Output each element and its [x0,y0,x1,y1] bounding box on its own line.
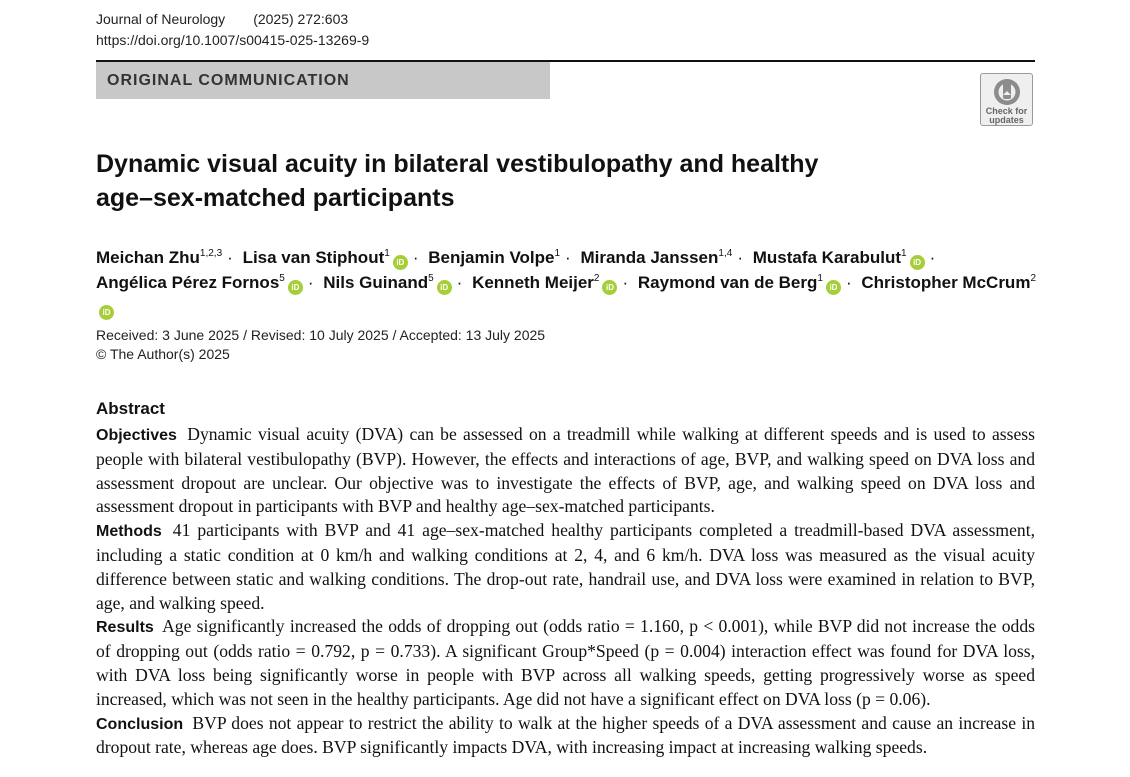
orcid-icon[interactable]: iD [602,280,617,295]
author[interactable] [428,248,560,267]
author-name: Meichan Zhu [96,248,200,267]
orcid-icon[interactable]: iD [288,280,303,295]
orcid-icon[interactable]: iD [910,255,925,270]
copyright: © The Author(s) 2025 [96,346,230,362]
author[interactable] [96,273,303,292]
author[interactable] [96,248,222,267]
author-affiliation: 1,2,3 [199,248,223,259]
author-name: Christopher McCrum [861,273,1031,292]
author-name: Raymond van de Berg [637,273,818,292]
conclusion-label: Conclusion [96,715,184,733]
check-for-updates-badge[interactable] [980,73,1033,126]
author-separator: · [456,273,463,292]
author-affiliation: 5 [428,273,434,284]
title-line2: age–sex-matched participants [96,184,455,212]
author-affiliation: 1 [384,248,390,259]
author-name: Angélica Pérez Fornos [96,273,280,292]
author-name: Lisa van Stiphout [242,248,385,267]
author[interactable] [580,248,732,267]
author-name: Nils Guinand [323,273,429,292]
author-name: Benjamin Volpe [428,248,555,267]
author-separator: · [307,273,314,292]
author-separator: · [845,273,852,292]
author-separator: · [929,248,936,267]
orcid-icon[interactable]: iD [99,305,114,320]
objectives-text: Dynamic visual acuity (DVA) can be assessed on a treadmill while walking at different speeds and is used to assess people with bilateral vestibulopathy (BVP). However, the effects and interactions of age, BVP, and walking speed on DVA loss and assessment dropout are unclear. Our objective was to investigate the effects of BVP, age, and walking speed on DVA loss and assessment dropout in participants with BVP and healthy age–sex-matched participants. [96,424,1035,517]
author-separator: · [227,248,233,267]
crossmark-icon [992,77,1022,107]
abstract-results [96,615,1035,711]
author-name: Kenneth Meijer [472,273,594,292]
abstract-body [96,423,1035,760]
results-label: Results [96,619,154,637]
author-separator: · [737,248,743,267]
badge-line2: updates [989,115,1024,125]
journal-name: Journal of Neurology [96,11,226,27]
publication-dates [96,326,545,364]
author-name: Mustafa Karabulut [752,248,902,267]
conclusion-text: BVP does not appear to restrict the ability to walk at the higher speeds of a DVA assessment and cause an increase in dropout rate, whereas age does. BVP significantly impacts DVA, with increasing impact at increasing walking speeds. [96,712,1035,758]
author[interactable] [638,273,841,292]
author-affiliation: 2 [593,273,600,284]
orcid-icon[interactable]: iD [826,280,841,295]
objectives-label: Objectives [96,427,177,444]
journal-volume: (2025) 272:603 [253,11,349,27]
author-separator: · [412,248,419,267]
abstract-heading: Abstract [96,399,165,418]
section-label-bar [96,62,550,99]
title-line1: Dynamic visual acuity in bilateral vestibulopathy and healthy [96,150,819,178]
methods-text: 41 participants with BVP and 41 age–sex-matched healthy participants completed a treadmill-based DVA assessment, including a static condition at 0 km/h and walking conditions at 2, 4, and 6 km/h. DVA loss was measured as the visual acuity difference between static and walking conditions. The drop-out rate, handrail use, and DVA loss were examined in relation to BVP, age, and walking speed. [96,520,1035,613]
author[interactable] [243,248,408,267]
badge-line1: Check for [985,106,1028,116]
author-list [96,245,1046,320]
results-text: Age significantly increased the odds of dropping out (odds ratio = 1.160, p < 0.001), while BVP did not increase the odds of dropping out (odds ratio = 0.792, p = 0.733). A significant Group*Speed (p = 0.004) interaction effect was found for DVA loss, with DVA loss being significantly worse in people with BVP across all walking speeds, getting progressively worse as speed increased, which was not seen in the healthy participants. Age did not have a significant effect on DVA loss (p = 0.06). [96,616,1035,709]
author-affiliation: 1 [554,248,561,259]
abstract-methods [96,519,1035,615]
journal-header [96,9,369,51]
author[interactable] [472,273,617,292]
abstract-conclusion [96,712,1035,761]
section-label: ORIGINAL COMMUNICATION [107,72,350,89]
author-affiliation: 5 [279,273,285,284]
author-affiliation: 1,4 [718,248,733,259]
doi-link[interactable]: https://doi.org/10.1007/s00415-025-13269-9 [96,32,370,48]
journal-citation [96,9,369,30]
author-separator: · [622,273,629,292]
article-title [96,147,996,215]
author[interactable] [753,248,925,267]
methods-label: Methods [96,523,162,541]
orcid-icon[interactable]: iD [437,280,452,295]
author[interactable] [323,273,451,292]
author-affiliation: 1 [901,248,907,259]
abstract-objectives [96,423,1035,519]
orcid-icon[interactable]: iD [393,255,408,270]
author-name: Miranda Janssen [580,248,719,267]
author-affiliation: 1 [817,273,823,284]
author-separator: · [565,248,571,267]
author-affiliation: 2 [1030,273,1036,284]
history-dates: Received: 3 June 2025 / Revised: 10 July 2025 / Accepted: 13 July 2025 [96,327,546,343]
